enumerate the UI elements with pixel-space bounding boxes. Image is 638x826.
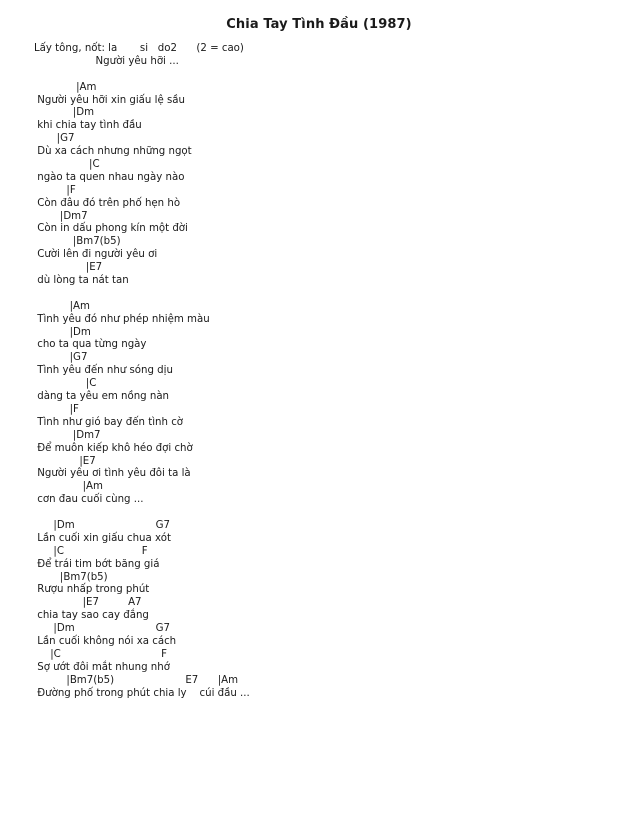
lyric-line: |Dm7 <box>34 210 88 222</box>
lyric-line: |Am <box>34 481 103 493</box>
lyric-line <box>34 288 250 301</box>
lyric-line: |E7 <box>34 455 96 467</box>
lyric-line: |C F <box>34 545 148 557</box>
lyric-line: |Bm7(b5) <box>34 236 121 248</box>
lyric-line <box>34 507 250 520</box>
lyric-line: |Dm G7 <box>34 519 170 531</box>
lyric-line: |Dm G7 <box>34 623 170 635</box>
lyric-line: Lần cuối không nói xa cách <box>34 635 177 647</box>
lyric-line: khi chia tay tình đầu <box>34 120 142 132</box>
lyric-line: Còn đâu đó trên phố hẹn hò <box>34 197 181 209</box>
lyric-line: |F <box>34 184 76 196</box>
lyric-line: Đường phố trong phút chia ly cúi đầu ... <box>34 687 250 699</box>
lyrics-and-chords <box>34 43 250 700</box>
lyric-line: |Dm <box>34 107 95 119</box>
lyric-line: |E7 <box>34 262 103 274</box>
lyric-line: Tình như gió bay đến tình cờ <box>34 416 184 428</box>
lyric-line: cho ta qua từng ngày <box>34 339 147 351</box>
lyric-line: cơn đau cuối cùng ... <box>34 494 144 506</box>
lyric-line: Người yêu hỡi ... <box>34 55 179 67</box>
lyric-line: dù lòng ta nát tan <box>34 275 129 287</box>
lyric-line: Người yêu ơi tình yêu đôi ta là <box>34 468 191 480</box>
lyric-line: Người yêu hỡi xin giấu lệ sầu <box>34 94 185 106</box>
lyric-line <box>34 69 250 82</box>
lyric-line: dàng ta yêu em nồng nàn <box>34 391 170 403</box>
lyric-line: |C F <box>34 648 167 660</box>
lyric-line: ngào ta quen nhau ngày nào <box>34 171 185 183</box>
lyric-line: Để trái tim bớt băng giá <box>34 558 160 570</box>
lyric-line: Còn in dấu phong kín một đời <box>34 223 188 235</box>
lyric-line: |G7 <box>34 133 75 145</box>
lyric-line: |F <box>34 403 79 415</box>
lyric-line: Cười lên đi người yêu ơi <box>34 249 158 261</box>
lyric-line: |G7 <box>34 352 88 364</box>
lyric-line: |Am <box>34 300 90 312</box>
lyric-line: |C <box>34 378 97 390</box>
lyric-line: Sợ ướt đôi mắt nhung nhớ <box>34 661 170 673</box>
lyric-line: Lấy tông, nốt: la si do2 (2 = cao) <box>34 43 244 54</box>
lyric-line: |Bm7(b5) E7 |Am <box>34 674 239 686</box>
lyric-line: |Dm7 <box>34 429 101 441</box>
lyric-line: Rượu nhấp trong phút <box>34 584 150 596</box>
lyric-line: |Dm <box>34 326 91 338</box>
lyric-line: chia tay sao cay đắng <box>34 610 149 622</box>
lyric-line: |Bm7(b5) <box>34 571 108 583</box>
lyric-line: Tình yêu đến như sóng dịu <box>34 365 173 377</box>
song-title: Chia Tay Tình Đầu (1987) <box>226 17 412 32</box>
lyric-line: Lần cuối xin giấu chua xót <box>34 532 171 544</box>
lyric-line: |E7 A7 <box>34 597 142 609</box>
lyric-line: |Am <box>34 81 97 93</box>
lyric-line: Dù xa cách nhưng những ngọt <box>34 146 192 158</box>
lyric-line: Để muôn kiếp khô héo đợi chờ <box>34 442 193 454</box>
lyric-line: |C <box>34 159 100 171</box>
lyric-line: Tình yêu đó như phép nhiệm màu <box>34 313 210 325</box>
